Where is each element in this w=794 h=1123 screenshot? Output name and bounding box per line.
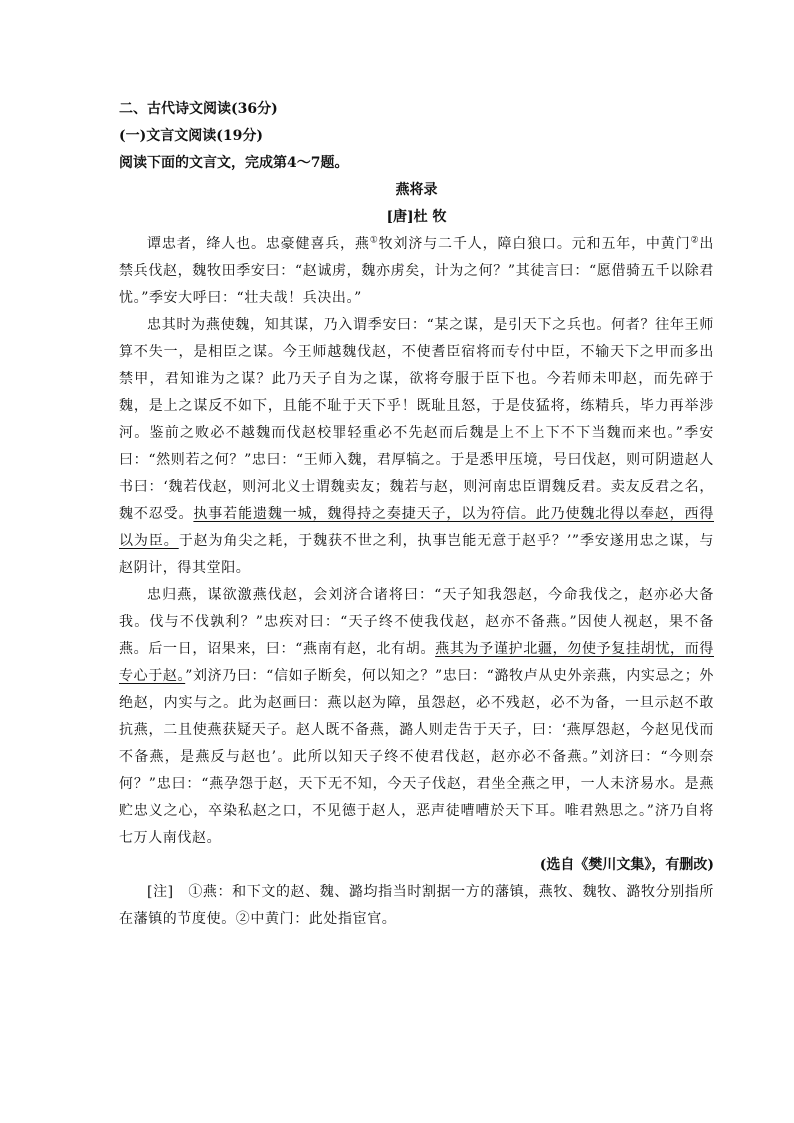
article-title: 燕将录 [395, 182, 438, 198]
paragraph-2-text-b: 于赵为角尖之耗，于魏获不世之利，执事岂能无意于赵乎？’”季安遂用忠之谋，与赵阴计，得其堂阳。 [119, 533, 714, 576]
paragraph-3 [119, 582, 714, 852]
document-page [119, 96, 714, 933]
paragraph-1-text-a: 谭忠者，绛人也。忠豪健喜兵，燕 [147, 236, 370, 252]
reading-instruction: 阅读下面的文言文，完成第4～7题。 [119, 155, 349, 171]
annotation-note: [注] ①燕：和下文的赵、魏、潞均指当时割据一方的藩镇，燕牧、魏牧、潞牧分别指所在藩镇的节度使。②中黄门：此处指宦官。 [119, 884, 714, 927]
section-title: 二、古代诗文阅读(36分) [119, 101, 278, 117]
footnote-marker-2: ② [690, 235, 700, 246]
paragraph-2-underlined-sentence: 执事若能遗魏一城，魏得持之奏捷天子，以为符信。此乃使魏北得以奉赵，西得以为臣。 [119, 506, 715, 549]
paragraph-1-text-c: 出禁兵伐赵，魏牧田季安曰：“赵诚虏，魏亦虏矣，计为之何？”其徒言曰：“愿借骑五千以除君忧。”季安大呼曰：“壮夫哉！兵决出。” [119, 236, 715, 306]
section-subtitle: (一)文言文阅读(19分) [119, 128, 263, 144]
paragraph-2-text-a: 忠其时为燕使魏，知其谋，乃入谓季安曰：“某之谋，是引天下之兵也。何者？往年王师算不失一，是相臣之谋。今王师越魏伐赵，不使耆臣宿将而专付中臣，不输天下之甲而多出禁甲，君知谁为之谋？此乃天子自为之谋，欲将夸服于臣下也。今若师未叩赵，而先碎于魏，是上之谋反不如下，且能不耻于天下乎！既耻且怒，于是伎猛将，练精兵，毕力再举涉河。鉴前之败必不越魏而伐赵校罪轻重必不先赵而后魏是上不上下不下当魏而来也。”季安曰：“然则若之何？”忠曰：“王师入魏，君厚犒之。于是悉甲压境，号曰伐赵，则可阴遗赵人书曰：‘魏若伐赵，则河北义士谓魏卖友；魏若与赵，则河南忠臣谓魏反君。卖友反君之名，魏不忍受。 [119, 317, 714, 522]
paragraph-3-text-a: 忠归燕，谋欲激燕伐赵，会刘济合诸将曰：“天子知我怨赵，今命我伐之，赵亦必大备我。伐与不伐孰利？”忠疾对曰：“天子终不使我伐赵，赵亦不备燕。”因使人视赵，果不备燕。后一日，诏果来，曰：“燕南有赵，北有胡。 [119, 587, 714, 657]
paragraph-1-text-b: 牧刘济与二千人，障白狼口。元和五年，中黄门 [378, 236, 691, 252]
source-citation: (选自《樊川文集》，有删改) [539, 857, 714, 873]
paragraph-2 [119, 312, 714, 582]
paragraph-3-underlined-sentence: 燕其为予谨护北疆，勿使予复挂胡忧，而得专心于赵。 [119, 641, 714, 684]
article-author: [唐]杜 牧 [386, 209, 447, 225]
paragraph-1 [119, 231, 714, 312]
paragraph-3-text-b: ”刘济乃曰：“信如子断矣，何以知之？”忠曰：“潞牧卢从史外亲燕，内实忌之；外绝赵，内实与之。此为赵画曰：燕以赵为障，虽怨赵，必不残赵，必不为备，一旦示赵不敢抗燕，二且使燕获疑天子。赵人既不备燕，潞人则走告于天子，曰：‘燕厚怨赵，今赵见伐而不备燕，是燕反与赵也’。此所以知天子终不使君伐赵，赵亦必不备燕。”刘济曰：“今则奈何？”忠曰：“燕孕怨于赵，天下无不知，今天子伐赵，君坐全燕之甲，一人未济易水。是燕贮忠义之心，卒染私赵之口，不见德于赵人，恶声徒嘈嘈於天下耳。唯君熟思之。”济乃自将七万人南伐赵。 [119, 668, 714, 846]
footnote-marker-1: ① [369, 235, 379, 246]
